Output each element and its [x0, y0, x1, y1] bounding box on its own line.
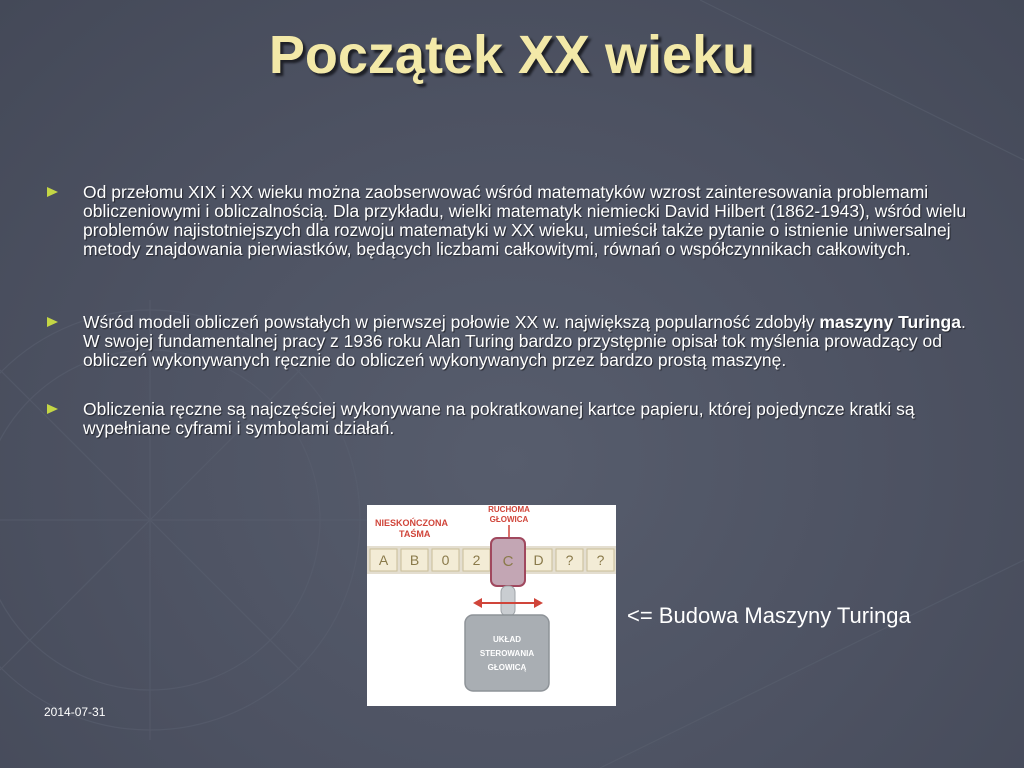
- bullet-text: Wśród modeli obliczeń powstałych w pierwszej połowie XX w. największą popularność zdobyły: [83, 312, 820, 332]
- bullet-item: [46, 400, 976, 438]
- bullet-bold-term: maszyny Turinga: [819, 312, 961, 332]
- bullet-arrow-icon: [47, 317, 58, 327]
- bullet-text: . W swojej fundamentalnej pracy z 1936 roku Alan Turing bardzo przystępnie opisał tok myślenia prowadzący od obliczeń wykonywanych ręcznie do obliczeń wykonywanych przez bardzo prostą maszynę.: [83, 312, 966, 370]
- bullet-text: Obliczenia ręczne są najczęściej wykonywane na pokratkowanej kartce papieru, której pojedyncze kratki są wypełniane cyframi i symbolami działań.: [83, 399, 915, 438]
- head-label: RUCHOMA: [488, 505, 530, 514]
- bullet-arrow-icon: [47, 404, 58, 414]
- head-cell-text: C: [502, 553, 514, 570]
- tape-cell-text: D: [533, 552, 544, 568]
- control-label: STEROWANIA: [479, 649, 535, 658]
- tape-cell-text: 2: [472, 552, 481, 568]
- head-label: GŁOWICA: [489, 515, 529, 524]
- turing-machine-diagram: [367, 505, 616, 706]
- tape-label: NIESKOŃCZONA: [375, 518, 449, 528]
- bullet-list: [46, 183, 976, 438]
- control-label: GŁOWICĄ: [487, 663, 527, 672]
- tape-cell-text: B: [409, 552, 420, 568]
- bullet-arrow-icon: [47, 187, 58, 197]
- tape-cell-text: A: [378, 552, 389, 568]
- bullet-item: [46, 183, 976, 259]
- slide-title: Początek XX wieku: [268, 25, 756, 85]
- head-shaft: [501, 586, 515, 616]
- slide-date: 2014-07-31: [44, 705, 106, 719]
- figure-caption: <= Budowa Maszyny Turinga: [627, 603, 911, 628]
- turing-machine-svg: [367, 505, 616, 706]
- tape-cell-text: ?: [596, 552, 605, 568]
- tape-cell-text: ?: [565, 552, 574, 568]
- tape-label: TAŚMA: [399, 529, 431, 539]
- control-label: UKŁAD: [493, 635, 521, 644]
- tape-cell-text: 0: [441, 552, 450, 568]
- bullet-text: Od przełomu XIX i XX wieku można zaobserwować wśród matematyków wzrost zainteresowania problemami obliczeniowymi i obliczalnością. Dla przykładu, wielki matematyk niemiecki David Hilbert (1862-1943), wśród wielu problemów najistotniejszych dla rozwoju matematyki w XX wieku, umieścił także pytanie o istnienie uniwersalnej metody znajdowania pierwiastków, będących liczbami całkowitymi, równań o współczynnikach całkowitych.: [83, 182, 967, 259]
- bullet-item: [46, 313, 976, 370]
